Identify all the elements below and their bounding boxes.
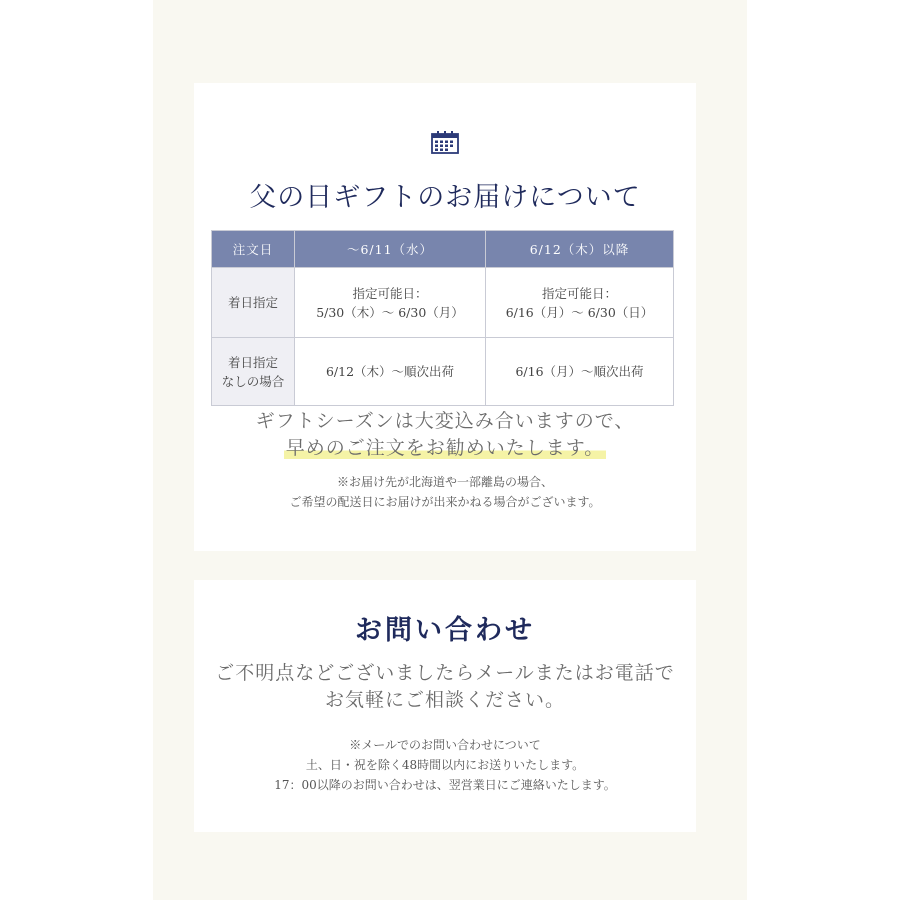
table-row bbox=[212, 268, 674, 338]
cell-range: 5/30（木）～ 6/30（月） bbox=[316, 304, 464, 320]
cell-label: 指定可能日： bbox=[352, 285, 428, 301]
delivery-schedule-table bbox=[211, 230, 674, 406]
header-period-late: 6/12（木）以降 bbox=[486, 231, 674, 268]
highlight-text: 早めのご注文をお勧めいたします。 bbox=[285, 437, 605, 459]
delivery-info-card bbox=[194, 83, 696, 551]
message-line: お気軽にご相談ください。 bbox=[324, 689, 565, 711]
cell-late-unspecified: 6/16（月）～順次出荷 bbox=[486, 338, 674, 406]
cell-late-specified bbox=[486, 268, 674, 338]
message-line: ご不明点などございましたらメールまたはお電話で bbox=[215, 662, 675, 684]
cell-early-specified bbox=[295, 268, 486, 338]
table-row bbox=[212, 338, 674, 406]
note-line: 17：00以降のお問い合わせは、翌営業日にご連絡いたします。 bbox=[274, 778, 616, 792]
row-label-line: なしの場合 bbox=[221, 373, 285, 389]
note-line: ご希望の配送日にお届けが出来かねる場合がございます。 bbox=[289, 495, 601, 509]
header-order-date: 注文日 bbox=[212, 231, 295, 268]
calendar-icon bbox=[431, 130, 459, 154]
contact-message bbox=[194, 660, 696, 714]
note-line: ※メールでのお問い合わせについて bbox=[349, 738, 541, 752]
delivery-title: 父の日ギフトのお届けについて bbox=[249, 182, 641, 213]
row-label-no-date bbox=[212, 338, 295, 406]
contact-note bbox=[194, 735, 696, 795]
contact-card bbox=[194, 580, 696, 832]
cell-early-unspecified: 6/12（木）～順次出荷 bbox=[295, 338, 486, 406]
message-line: ギフトシーズンは大変込み合いますので、 bbox=[255, 410, 635, 432]
delivery-message bbox=[194, 408, 696, 462]
row-label-date-specified: 着日指定 bbox=[212, 268, 295, 338]
cell-range: 6/16（月）～ 6/30（日） bbox=[505, 304, 654, 320]
contact-title: お問い合わせ bbox=[355, 615, 535, 646]
header-period-early: ～6/11（水） bbox=[295, 231, 486, 268]
note-line: 土、日・祝を除く48時間以内にお送りいたします。 bbox=[305, 758, 585, 772]
table-header-row bbox=[212, 231, 674, 268]
delivery-note bbox=[194, 472, 696, 512]
row-label-line: 着日指定 bbox=[227, 354, 278, 370]
message-line-highlighted bbox=[194, 435, 696, 462]
cell-label: 指定可能日： bbox=[541, 285, 617, 301]
note-line: ※お届け先が北海道や一部離島の場合、 bbox=[336, 475, 553, 489]
